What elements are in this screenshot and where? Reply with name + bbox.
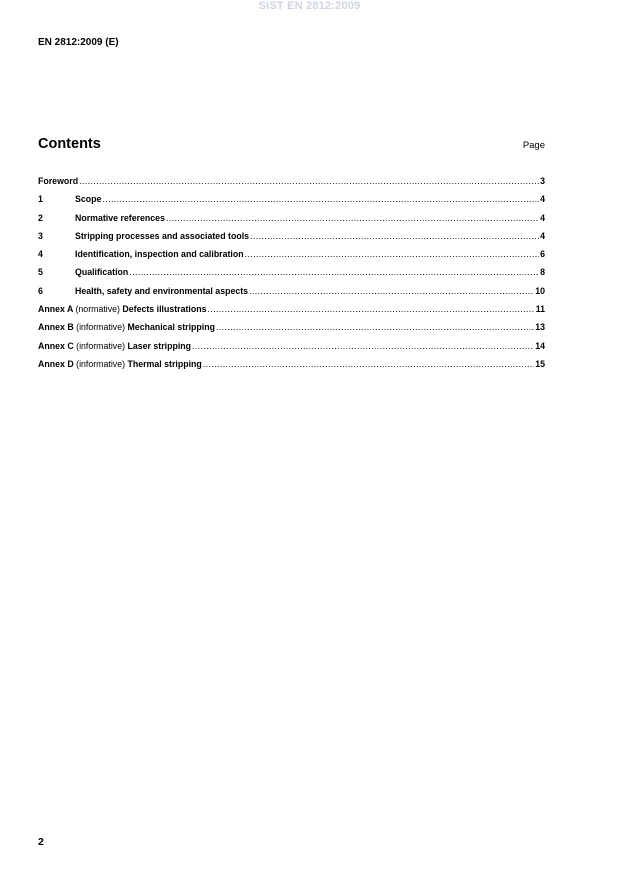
watermark: SIST EN 2812:2009 (258, 0, 361, 12)
toc-title: Contents (38, 136, 101, 152)
dot-leader (208, 304, 535, 314)
toc-entry-qualification[interactable] (38, 267, 545, 285)
toc-entry-label: Identification, inspection and calibration (75, 249, 244, 260)
toc-entry-page: 4 (540, 212, 545, 223)
toc-entry-page: 14 (535, 340, 545, 351)
table-of-contents (38, 176, 545, 377)
toc-entry-page: 11 (535, 304, 545, 315)
toc-entry-page: 13 (535, 322, 545, 333)
toc-entry-label: Health, safety and environmental aspects (75, 285, 249, 296)
toc-entry-normative-references[interactable] (38, 213, 545, 231)
toc-entry-number: 3 (38, 230, 43, 241)
toc-entry-label (38, 322, 215, 332)
toc-entry-page: 3 (540, 176, 545, 186)
annex-prefix: Annex B (38, 322, 74, 333)
annex-title: Mechanical stripping (127, 322, 215, 333)
annex-type: (informative) (76, 358, 126, 369)
toc-entry-label (38, 359, 202, 369)
toc-entry-stripping-processes[interactable] (38, 231, 545, 249)
toc-entry-foreword[interactable] (38, 176, 545, 194)
document-id: EN 2812:2009 (E) (38, 37, 119, 48)
toc-entry-label: Foreword (38, 176, 79, 186)
dot-leader (166, 213, 539, 223)
dot-leader (250, 231, 539, 241)
annex-prefix: Annex A (38, 304, 74, 315)
toc-entry-label: Qualification (75, 267, 129, 278)
dot-leader (203, 359, 534, 369)
toc-entry-label: Scope (75, 194, 102, 205)
toc-entry-annex-a[interactable] (38, 304, 545, 322)
dot-leader (216, 322, 534, 332)
toc-entry-number: 6 (38, 285, 43, 296)
toc-entry-label: Normative references (75, 212, 165, 223)
dot-leader (129, 267, 539, 277)
annex-title: Laser stripping (127, 340, 192, 351)
dot-leader (79, 176, 539, 186)
annex-prefix: Annex D (38, 358, 74, 369)
toc-entry-label (38, 341, 191, 351)
toc-entry-page: 8 (540, 267, 545, 278)
toc-entry-annex-c[interactable] (38, 341, 545, 359)
annex-title: Defects illustrations (122, 304, 207, 315)
toc-entry-label (38, 304, 207, 314)
page-number: 2 (38, 836, 44, 848)
toc-entry-page: 15 (535, 358, 545, 369)
annex-type: (normative) (75, 304, 120, 315)
annex-prefix: Annex C (38, 340, 74, 351)
toc-entry-health-safety[interactable] (38, 286, 545, 304)
toc-entry-number: 5 (38, 267, 43, 278)
toc-page-column-label: Page (522, 140, 545, 151)
toc-entry-page: 6 (540, 249, 545, 260)
toc-entry-annex-d[interactable] (38, 359, 545, 377)
toc-entry-label: Stripping processes and associated tools (75, 230, 250, 241)
toc-entry-page: 4 (540, 230, 545, 241)
dot-leader (192, 341, 534, 351)
annex-title: Thermal stripping (127, 358, 202, 369)
annex-type: (informative) (76, 322, 126, 333)
dot-leader (245, 249, 539, 259)
annex-type: (informative) (76, 340, 126, 351)
toc-entry-number: 2 (38, 212, 43, 223)
dot-leader (249, 286, 534, 296)
toc-entry-page: 10 (535, 285, 545, 296)
toc-entry-number: 1 (38, 194, 43, 205)
toc-entry-scope[interactable] (38, 194, 545, 212)
dot-leader (102, 194, 539, 204)
toc-entry-page: 4 (540, 194, 545, 205)
toc-entry-identification[interactable] (38, 249, 545, 267)
toc-entry-annex-b[interactable] (38, 322, 545, 340)
toc-entry-number: 4 (38, 249, 43, 260)
